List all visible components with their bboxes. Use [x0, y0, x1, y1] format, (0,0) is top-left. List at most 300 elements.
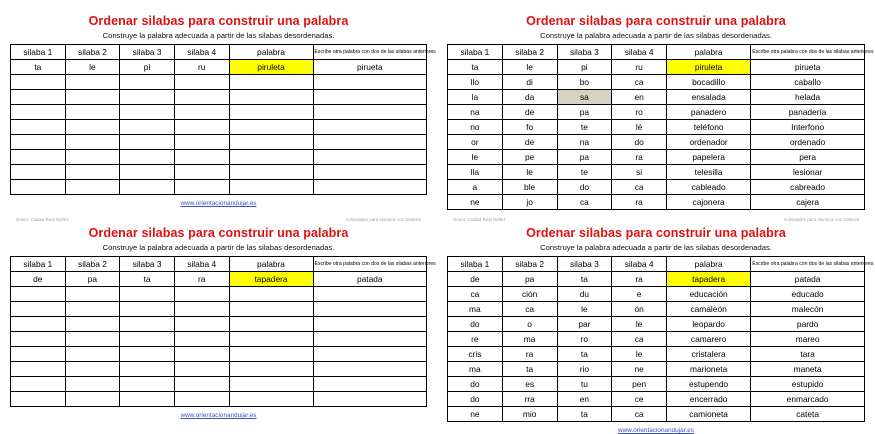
cell-other-word[interactable]: Interfono	[751, 120, 865, 135]
cell-word[interactable]: piruleta	[667, 60, 751, 75]
cell-syllable-1[interactable]	[11, 75, 66, 90]
table-row	[448, 165, 865, 180]
column-header-word: palabra	[667, 257, 751, 272]
column-header-syllable-3: silaba 3	[557, 45, 612, 60]
cell-syllable-4[interactable]: si	[612, 165, 667, 180]
table-body-top-left	[11, 60, 427, 195]
cell-syllable-4[interactable]	[174, 347, 229, 362]
cell-syllable-1[interactable]: do	[448, 317, 503, 332]
column-header-other-word: Escribe otra palabra con dos de las silabas anteriores	[313, 257, 426, 272]
cell-other-word[interactable]	[313, 135, 426, 150]
cell-syllable-4[interactable]: do	[612, 135, 667, 150]
cell-syllable-4[interactable]: ce	[612, 392, 667, 407]
page-meta-right: Actividades para alumnos con Dislexia	[345, 217, 421, 222]
cell-syllable-2[interactable]: ble	[502, 180, 557, 195]
cell-syllable-1[interactable]: de	[448, 272, 503, 287]
cell-syllable-2[interactable]: le	[65, 60, 120, 75]
cell-syllable-4[interactable]	[174, 392, 229, 407]
cell-other-word[interactable]	[313, 105, 426, 120]
cell-syllable-1[interactable]	[11, 90, 66, 105]
cell-other-word[interactable]	[313, 347, 426, 362]
cell-syllable-2[interactable]: ta	[502, 362, 557, 377]
cell-other-word[interactable]: enmarcado	[751, 392, 865, 407]
cell-syllable-2[interactable]	[65, 120, 120, 135]
table-header-row	[11, 45, 427, 60]
cell-syllable-1[interactable]: a	[448, 180, 503, 195]
cell-syllable-2[interactable]: pa	[65, 272, 120, 287]
cell-syllable-1[interactable]: no	[448, 120, 503, 135]
cell-other-word[interactable]: tara	[751, 347, 865, 362]
cell-word[interactable]: papelera	[667, 150, 751, 165]
table-row	[11, 317, 427, 332]
cell-syllable-4[interactable]	[174, 180, 229, 195]
cell-syllable-1[interactable]	[11, 105, 66, 120]
cell-word[interactable]	[229, 150, 313, 165]
column-header-word: palabra	[229, 257, 313, 272]
table-body-bottom-right	[448, 272, 865, 422]
cell-syllable-1[interactable]	[11, 317, 66, 332]
cell-syllable-1[interactable]: ca	[448, 287, 503, 302]
cell-word[interactable]: camarero	[667, 332, 751, 347]
cell-other-word[interactable]: educado	[751, 287, 865, 302]
cell-syllable-3[interactable]	[120, 150, 175, 165]
cell-syllable-2[interactable]: ra	[502, 347, 557, 362]
cell-syllable-2[interactable]	[65, 150, 120, 165]
cell-syllable-4[interactable]	[174, 105, 229, 120]
syllable-table	[447, 44, 874, 210]
cell-other-word[interactable]: patada	[313, 272, 426, 287]
cell-other-word[interactable]: lesionar	[751, 165, 865, 180]
cell-syllable-1[interactable]: cris	[448, 347, 503, 362]
cell-syllable-1[interactable]	[11, 362, 66, 377]
cell-word[interactable]: educación	[667, 287, 751, 302]
cell-syllable-3[interactable]: du	[557, 287, 612, 302]
cell-syllable-3[interactable]	[120, 135, 175, 150]
cell-syllable-2[interactable]: ma	[502, 332, 557, 347]
cell-syllable-4[interactable]	[174, 302, 229, 317]
cell-syllable-4[interactable]	[174, 362, 229, 377]
cell-syllable-2[interactable]: mio	[502, 407, 557, 422]
cell-word[interactable]: cristalera	[667, 347, 751, 362]
cell-other-word[interactable]	[313, 302, 426, 317]
cell-syllable-3[interactable]: tu	[557, 377, 612, 392]
page-subtitle: Construye la palabra adecuada a partir de las silabas desordenadas.	[540, 243, 772, 252]
table-row	[448, 75, 865, 90]
cell-syllable-2[interactable]: fo	[502, 120, 557, 135]
cell-syllable-2[interactable]	[65, 332, 120, 347]
cell-syllable-1[interactable]	[11, 135, 66, 150]
cell-syllable-3[interactable]: ca	[557, 195, 612, 210]
cell-syllable-3[interactable]	[120, 75, 175, 90]
page-title: Ordenar silabas para construir una palabra	[88, 14, 349, 28]
cell-word[interactable]: cableado	[667, 180, 751, 195]
table-row	[11, 75, 427, 90]
cell-syllable-3[interactable]	[120, 165, 175, 180]
cell-other-word[interactable]	[313, 90, 426, 105]
cell-other-word[interactable]: cateta	[751, 407, 865, 422]
cell-syllable-2[interactable]: pa	[502, 272, 557, 287]
page-meta	[10, 216, 427, 224]
cell-syllable-4[interactable]	[174, 150, 229, 165]
table-row	[448, 332, 865, 347]
cell-syllable-1[interactable]	[11, 165, 66, 180]
page-subtitle: Construye la palabra adecuada a partir de las silabas desordenadas.	[102, 31, 335, 40]
table-row	[11, 332, 427, 347]
cell-syllable-4[interactable]: ra	[612, 195, 667, 210]
cell-syllable-2[interactable]	[65, 287, 120, 302]
cell-word[interactable]	[229, 75, 313, 90]
cell-word[interactable]	[229, 377, 313, 392]
cell-syllable-4[interactable]	[174, 165, 229, 180]
cell-syllable-1[interactable]: re	[448, 332, 503, 347]
column-header-word: palabra	[229, 45, 313, 60]
cell-syllable-3[interactable]	[120, 120, 175, 135]
table-row	[11, 120, 427, 135]
column-header-syllable-1: silaba 1	[448, 257, 503, 272]
column-header-syllable-4: silaba 4	[612, 257, 667, 272]
cell-syllable-1[interactable]: llo	[448, 75, 503, 90]
cell-word[interactable]: camioneta	[667, 407, 751, 422]
cell-syllable-2[interactable]: o	[502, 317, 557, 332]
cell-syllable-1[interactable]	[11, 302, 66, 317]
cell-syllable-1[interactable]: ne	[448, 407, 503, 422]
cell-word[interactable]	[229, 362, 313, 377]
cell-syllable-4[interactable]: ca	[612, 75, 667, 90]
cell-syllable-3[interactable]: na	[557, 135, 612, 150]
cell-syllable-2[interactable]	[65, 180, 120, 195]
page-title: Ordenar silabas para construir una palabra	[526, 14, 786, 28]
table-row	[11, 272, 427, 287]
cell-syllable-3[interactable]: pi	[120, 60, 175, 75]
table-row	[11, 302, 427, 317]
cell-syllable-1[interactable]: le	[448, 150, 503, 165]
column-header-syllable-2: silaba 2	[502, 45, 557, 60]
cell-other-word[interactable]: cajera	[751, 195, 865, 210]
cell-syllable-3[interactable]: en	[557, 392, 612, 407]
cell-word[interactable]: tapadera	[229, 272, 313, 287]
cell-other-word[interactable]: cabreado	[751, 180, 865, 195]
page-subtitle: Construye la palabra adecuada a partir de las silabas desordenadas.	[102, 243, 335, 252]
cell-syllable-2[interactable]	[65, 317, 120, 332]
cell-other-word[interactable]	[313, 377, 426, 392]
cell-syllable-3[interactable]	[120, 105, 175, 120]
cell-word[interactable]	[229, 287, 313, 302]
table-row	[11, 180, 427, 195]
cell-syllable-3[interactable]	[120, 392, 175, 407]
column-header-syllable-1: silaba 1	[11, 257, 66, 272]
cell-syllable-1[interactable]: de	[11, 272, 66, 287]
cell-syllable-3[interactable]: sa	[557, 90, 612, 105]
cell-word[interactable]: tapadera	[667, 272, 751, 287]
cell-word[interactable]	[229, 332, 313, 347]
column-header-syllable-2: silaba 2	[65, 257, 120, 272]
cell-syllable-3[interactable]	[120, 317, 175, 332]
column-header-syllable-2: silaba 2	[502, 257, 557, 272]
cell-syllable-2[interactable]: da	[502, 90, 557, 105]
cell-syllable-4[interactable]: ca	[612, 407, 667, 422]
cell-syllable-1[interactable]: na	[448, 105, 503, 120]
cell-syllable-3[interactable]	[120, 347, 175, 362]
cell-other-word[interactable]	[313, 180, 426, 195]
cell-syllable-4[interactable]	[174, 75, 229, 90]
cell-syllable-3[interactable]: ta	[557, 272, 612, 287]
cell-other-word[interactable]	[313, 392, 426, 407]
table-row	[11, 90, 427, 105]
column-header-syllable-4: silaba 4	[612, 45, 667, 60]
cell-other-word[interactable]: panadería	[751, 105, 865, 120]
cell-syllable-2[interactable]: es	[502, 377, 557, 392]
cell-syllable-3[interactable]: le	[557, 302, 612, 317]
cell-other-word[interactable]	[313, 287, 426, 302]
cell-word[interactable]	[229, 392, 313, 407]
cell-other-word[interactable]	[313, 332, 426, 347]
cell-word[interactable]	[229, 135, 313, 150]
cell-syllable-2[interactable]	[65, 362, 120, 377]
cell-syllable-3[interactable]: te	[557, 120, 612, 135]
cell-word[interactable]: panadero	[667, 105, 751, 120]
cell-syllable-2[interactable]: ca	[502, 302, 557, 317]
cell-other-word[interactable]: estupido	[751, 377, 865, 392]
cell-syllable-1[interactable]: lla	[448, 165, 503, 180]
cell-word[interactable]: encerrado	[667, 392, 751, 407]
cell-syllable-3[interactable]: pi	[557, 60, 612, 75]
table-row	[448, 60, 865, 75]
cell-syllable-4[interactable]	[174, 135, 229, 150]
cell-word[interactable]	[229, 120, 313, 135]
cell-syllable-1[interactable]: la	[448, 90, 503, 105]
table-row	[11, 105, 427, 120]
table-row	[11, 377, 427, 392]
cell-word[interactable]: estupendo	[667, 377, 751, 392]
cell-other-word[interactable]: pera	[751, 150, 865, 165]
cell-syllable-1[interactable]: or	[448, 135, 503, 150]
cell-syllable-4[interactable]: ca	[612, 332, 667, 347]
table-row	[11, 60, 427, 75]
cell-syllable-1[interactable]	[11, 180, 66, 195]
cell-syllable-3[interactable]: ta	[120, 272, 175, 287]
cell-other-word[interactable]: ordenado	[751, 135, 865, 150]
table-row	[11, 165, 427, 180]
cell-syllable-4[interactable]: ru	[174, 60, 229, 75]
cell-other-word[interactable]	[313, 75, 426, 90]
cell-syllable-1[interactable]	[11, 347, 66, 362]
page-meta-right: Actividades para alumnos con Dislexia	[783, 217, 859, 222]
cell-syllable-1[interactable]	[11, 392, 66, 407]
cell-word[interactable]	[229, 180, 313, 195]
cell-syllable-4[interactable]: e	[612, 287, 667, 302]
cell-syllable-1[interactable]: ta	[448, 60, 503, 75]
cell-syllable-4[interactable]	[174, 120, 229, 135]
column-header-other-word: Escribe otra palabra con dos de las silabas anteriores	[751, 257, 865, 272]
cell-other-word[interactable]: mareo	[751, 332, 865, 347]
worksheet-sheet-bottom-left	[0, 212, 437, 425]
cell-syllable-3[interactable]	[120, 287, 175, 302]
table-row	[11, 362, 427, 377]
cell-syllable-4[interactable]: ón	[612, 302, 667, 317]
cell-syllable-4[interactable]: ca	[612, 180, 667, 195]
cell-syllable-2[interactable]	[65, 392, 120, 407]
cell-other-word[interactable]	[313, 120, 426, 135]
table-row	[448, 272, 865, 287]
cell-syllable-3[interactable]: ta	[557, 407, 612, 422]
cell-syllable-4[interactable]: le	[612, 347, 667, 362]
cell-syllable-4[interactable]	[174, 332, 229, 347]
cell-syllable-4[interactable]: ra	[174, 272, 229, 287]
cell-syllable-2[interactable]: le	[502, 165, 557, 180]
cell-word[interactable]: ensalada	[667, 90, 751, 105]
cell-syllable-2[interactable]: ción	[502, 287, 557, 302]
cell-syllable-3[interactable]	[120, 332, 175, 347]
cell-syllable-1[interactable]	[11, 287, 66, 302]
cell-word[interactable]: bocadillo	[667, 75, 751, 90]
cell-other-word[interactable]: malecón	[751, 302, 865, 317]
cell-syllable-4[interactable]	[174, 90, 229, 105]
cell-syllable-2[interactable]: de	[502, 105, 557, 120]
cell-syllable-1[interactable]: ma	[448, 362, 503, 377]
cell-syllable-3[interactable]: do	[557, 180, 612, 195]
cell-word[interactable]: camaleón	[667, 302, 751, 317]
page-title: Ordenar silabas para construir una palabra	[88, 226, 349, 240]
cell-word[interactable]	[229, 302, 313, 317]
page-title: Ordenar silabas para construir una palabra	[526, 226, 786, 240]
cell-syllable-1[interactable]: ma	[448, 302, 503, 317]
worksheet-sheet-top-right	[437, 0, 875, 212]
cell-syllable-2[interactable]	[65, 302, 120, 317]
table-row	[448, 302, 865, 317]
cell-syllable-4[interactable]: en	[612, 90, 667, 105]
cell-word[interactable]	[229, 165, 313, 180]
cell-syllable-3[interactable]	[120, 377, 175, 392]
cell-other-word[interactable]	[313, 165, 426, 180]
cell-syllable-3[interactable]: rio	[557, 362, 612, 377]
cell-syllable-4[interactable]: ne	[612, 362, 667, 377]
column-header-other-word: Escribe otra palabra con dos de las silabas anteriores	[751, 45, 865, 60]
table-row	[448, 150, 865, 165]
cell-syllable-2[interactable]	[65, 90, 120, 105]
cell-syllable-3[interactable]: bo	[557, 75, 612, 90]
cell-syllable-1[interactable]: do	[448, 392, 503, 407]
cell-word[interactable]: piruleta	[229, 60, 313, 75]
cell-syllable-1[interactable]: ta	[11, 60, 66, 75]
cell-word[interactable]: leopardo	[667, 317, 751, 332]
cell-syllable-4[interactable]	[174, 317, 229, 332]
table-row	[11, 392, 427, 407]
cell-word[interactable]	[229, 317, 313, 332]
cell-syllable-2[interactable]	[65, 347, 120, 362]
cell-other-word[interactable]	[313, 150, 426, 165]
cell-syllable-2[interactable]	[65, 165, 120, 180]
syllable-table	[10, 44, 436, 195]
cell-syllable-3[interactable]: par	[557, 317, 612, 332]
cell-word[interactable]: cajonera	[667, 195, 751, 210]
cell-syllable-4[interactable]: ro	[612, 105, 667, 120]
cell-other-word[interactable]: pirueta	[751, 60, 865, 75]
cell-word[interactable]: teléfono	[667, 120, 751, 135]
cell-syllable-4[interactable]: ru	[612, 60, 667, 75]
column-header-word: palabra	[667, 45, 751, 60]
table-row	[11, 347, 427, 362]
cell-syllable-2[interactable]: pe	[502, 150, 557, 165]
cell-word[interactable]: telesilla	[667, 165, 751, 180]
cell-syllable-1[interactable]: do	[448, 377, 503, 392]
cell-syllable-1[interactable]: ne	[448, 195, 503, 210]
footer-link[interactable]: www.orientacionandujar.es	[180, 200, 257, 207]
column-header-syllable-4: silaba 4	[174, 257, 229, 272]
cell-other-word[interactable]: pirueta	[313, 60, 426, 75]
cell-syllable-2[interactable]	[65, 75, 120, 90]
cell-other-word[interactable]: maneta	[751, 362, 865, 377]
cell-syllable-2[interactable]	[65, 105, 120, 120]
cell-syllable-1[interactable]	[11, 120, 66, 135]
worksheet-sheet-top-left	[0, 0, 437, 212]
cell-other-word[interactable]: patada	[751, 272, 865, 287]
cell-word[interactable]	[229, 90, 313, 105]
cell-syllable-1[interactable]	[11, 332, 66, 347]
cell-other-word[interactable]	[313, 317, 426, 332]
footer-link[interactable]: www.orientacionandujar.es	[180, 412, 257, 419]
cell-other-word[interactable]: caballo	[751, 75, 865, 90]
cell-other-word[interactable]	[313, 362, 426, 377]
table-row	[448, 135, 865, 150]
cell-word[interactable]: marioneta	[667, 362, 751, 377]
cell-syllable-3[interactable]: pa	[557, 105, 612, 120]
cell-syllable-3[interactable]	[120, 90, 175, 105]
syllable-table	[447, 256, 874, 422]
table-row	[448, 362, 865, 377]
table-header-row	[11, 257, 427, 272]
cell-other-word[interactable]: pardo	[751, 317, 865, 332]
cell-syllable-3[interactable]: ro	[557, 332, 612, 347]
table-body-bottom-left	[11, 272, 427, 407]
table-header-row	[448, 257, 865, 272]
column-header-syllable-1: silaba 1	[448, 45, 503, 60]
table-row	[448, 120, 865, 135]
column-header-syllable-3: silaba 3	[120, 257, 175, 272]
cell-syllable-4[interactable]	[174, 377, 229, 392]
cell-syllable-4[interactable]: le	[612, 317, 667, 332]
cell-syllable-3[interactable]: pa	[557, 150, 612, 165]
cell-word[interactable]	[229, 347, 313, 362]
cell-syllable-2[interactable]: rra	[502, 392, 557, 407]
cell-syllable-1[interactable]	[11, 150, 66, 165]
cell-syllable-1[interactable]	[11, 377, 66, 392]
cell-syllable-2[interactable]: jo	[502, 195, 557, 210]
cell-syllable-2[interactable]: de	[502, 135, 557, 150]
cell-syllable-4[interactable]: ra	[612, 272, 667, 287]
cell-word[interactable]: ordenador	[667, 135, 751, 150]
footer-link[interactable]: www.orientacionandujar.es	[617, 427, 695, 434]
cell-syllable-2[interactable]: di	[502, 75, 557, 90]
cell-syllable-3[interactable]: te	[557, 165, 612, 180]
cell-syllable-3[interactable]	[120, 180, 175, 195]
cell-word[interactable]	[229, 105, 313, 120]
cell-syllable-2[interactable]: le	[502, 60, 557, 75]
table-row	[11, 150, 427, 165]
table-row	[448, 392, 865, 407]
cell-syllable-4[interactable]: pen	[612, 377, 667, 392]
cell-syllable-2[interactable]	[65, 135, 120, 150]
cell-syllable-4[interactable]: lé	[612, 120, 667, 135]
cell-syllable-3[interactable]	[120, 302, 175, 317]
cell-syllable-2[interactable]	[65, 377, 120, 392]
cell-syllable-4[interactable]: ra	[612, 150, 667, 165]
cell-syllable-3[interactable]: ta	[557, 347, 612, 362]
table-row	[448, 180, 865, 195]
cell-syllable-3[interactable]	[120, 362, 175, 377]
cell-other-word[interactable]: helada	[751, 90, 865, 105]
cell-syllable-4[interactable]	[174, 287, 229, 302]
page-meta-left: Orient. Ciudad Real Núñez	[453, 217, 506, 222]
